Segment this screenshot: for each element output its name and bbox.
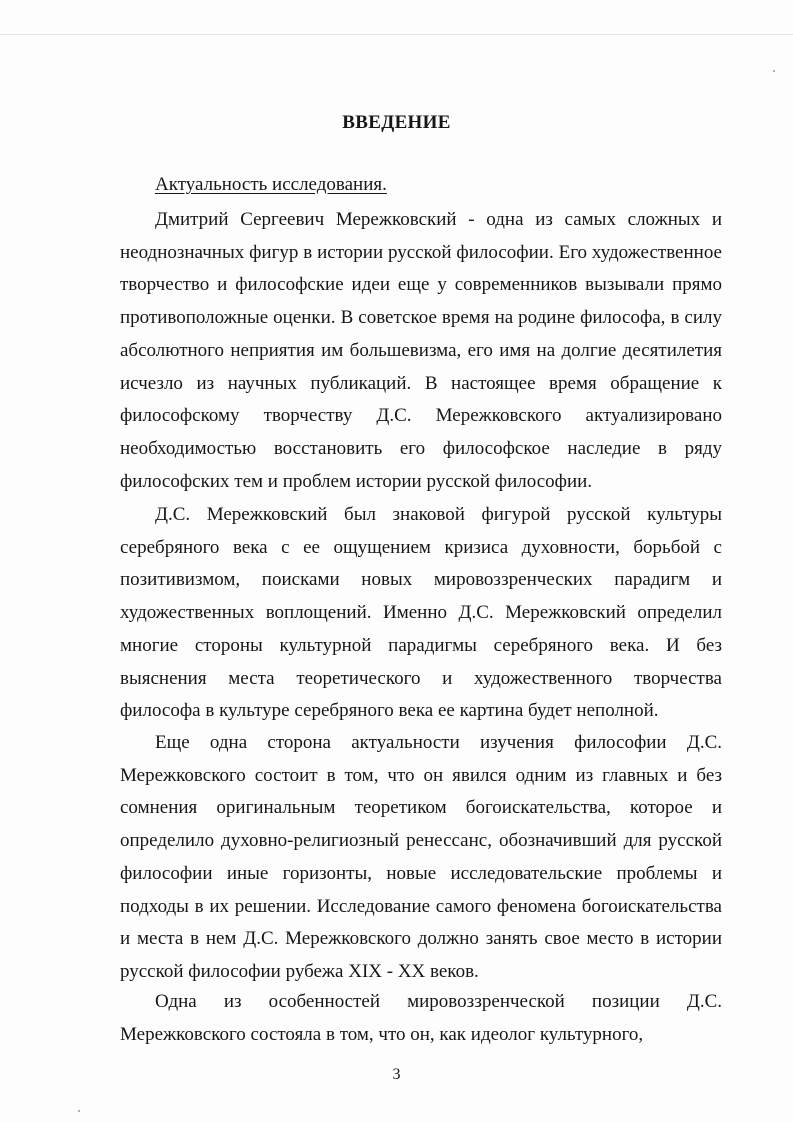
page-title: ВВЕДЕНИЕ <box>342 112 451 133</box>
page-number: 3 <box>392 1066 401 1083</box>
section-heading: Актуальность исследования. <box>155 174 387 195</box>
paragraph-1: Дмитрий Сергеевич Мережковский - одна из самых сложных и неоднозначных фигур в истории русской философии. Его художественное творчество и философские идеи еще у современников вызывали прямо противоположные оценки. В советское время на родине философа, в силу абсолютного неприятия им большевизма, его имя на долгие десятилетия исчезло из научных публикаций. В настоящее время обращение к философскому творчеству Д.С. Мережковского актуализировано необходимостью восстановить его философское наследие в ряду философских тем и проблем истории русской философии. <box>120 209 722 492</box>
scan-speck <box>773 70 775 72</box>
scan-edge-line <box>0 34 793 35</box>
paragraph-3: Еще одна сторона актуальности изучения философии Д.С. Мережковского состоит в том, что он явился одним из главных и без сомнения оригинальным теоретиком богоискательства, которое и определило духовно-религиозный ренессанс, обозначивший для русской философии иные горизонты, новые исследовательские проблемы и подходы в их решении. Исследование самого феномена богоискательства и места в нем Д.С. Мережковского должно занять свое место в истории русской философии рубежа XIX - XX веков. <box>120 732 722 982</box>
scan-speck <box>78 1110 80 1112</box>
paragraph-2: Д.С. Мережковский был знаковой фигурой русской культуры серебряного века с ее ощущением кризиса духовности, борьбой с позитивизмом, поисками новых мировоззренческих парадигм и художественных воплощений. Именно Д.С. Мережковский определил многие стороны культурной парадигмы серебряного века. И без выяснения места теоретического и художественного творчества философа в культуре серебряного века ее картина будет неполной. <box>120 504 722 722</box>
paragraph-4: Одна из особенностей мировоззренческой позиции Д.С. Мережковского состояла в том, что он, как идеолог культурного, <box>120 991 722 1045</box>
